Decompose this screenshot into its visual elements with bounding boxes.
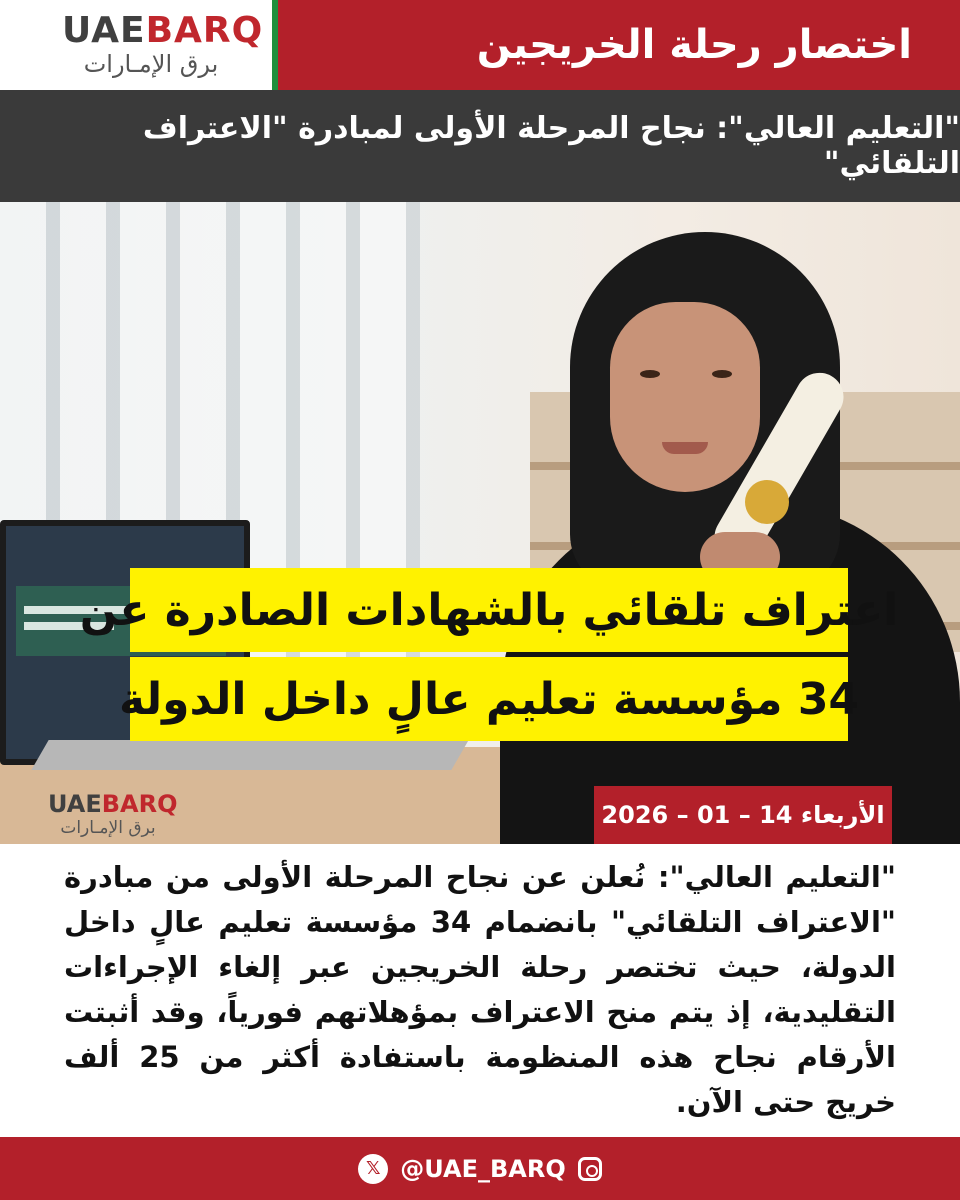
watermark-accent: BARQ — [101, 790, 178, 818]
diploma-seal — [745, 480, 789, 524]
logo-prefix: UAE — [62, 10, 146, 51]
watermark-wordmark — [48, 790, 198, 818]
graduate-face — [610, 302, 760, 492]
x-icon[interactable]: 𝕏 — [358, 1154, 388, 1184]
subtitle-banner — [0, 90, 960, 202]
headline-line-1 — [79, 568, 899, 652]
article-body: "التعليم العالي": نُعلن عن نجاح المرحلة الأولى من مبادرة "الاعتراف التلقائي" بانضمام 34 مؤسسة تعليم عالٍ داخل الدولة، حيث تختصر رحلة الخريجين عبر إلغاء الإجراءات التقليدية، إذ يتم منح الاعتراف بمؤهلاتهم فورياً، وقد أثبتت الأرقام نجاح هذه المنظومة باستفادة أكثر من 25 ألف خريج حتى الآن. — [64, 860, 896, 1119]
eye-right — [712, 370, 732, 378]
page-subtitle: "التعليم العالي": نجاح المرحلة الأولى لمبادرة "الاعتراف التلقائي" — [142, 111, 960, 181]
header-bar — [0, 0, 960, 90]
headline-text-2: 34 مؤسسة تعليم عالٍ داخل الدولة — [118, 673, 860, 725]
watermark-prefix: UAE — [48, 790, 102, 818]
watermark-logo — [48, 790, 198, 838]
headline-line-2 — [118, 657, 860, 741]
footer-bar — [0, 1137, 960, 1200]
watermark-arabic-name: برق الإمـارات — [60, 818, 156, 838]
logo-accent: BARQ — [145, 10, 264, 51]
page-title: اختصار رحلة الخريجين — [476, 22, 912, 68]
eye-left — [640, 370, 660, 378]
instagram-icon[interactable] — [578, 1157, 602, 1181]
logo-wordmark — [62, 10, 263, 51]
laptop-keyboard — [31, 740, 468, 770]
brand-logo — [0, 0, 278, 90]
smile — [662, 442, 708, 454]
date-badge — [594, 786, 892, 844]
title-banner — [278, 0, 960, 90]
social-handle[interactable]: @UAE_BARQ — [400, 1154, 566, 1183]
hero-photo — [0, 202, 960, 844]
logo-arabic-name: برق الإمـارات — [83, 50, 219, 78]
publish-date: الأربعاء 14 – 01 – 2026 — [601, 801, 885, 829]
headline-text-1: اعتراف تلقائي بالشهادات الصادرة عن — [79, 584, 899, 636]
